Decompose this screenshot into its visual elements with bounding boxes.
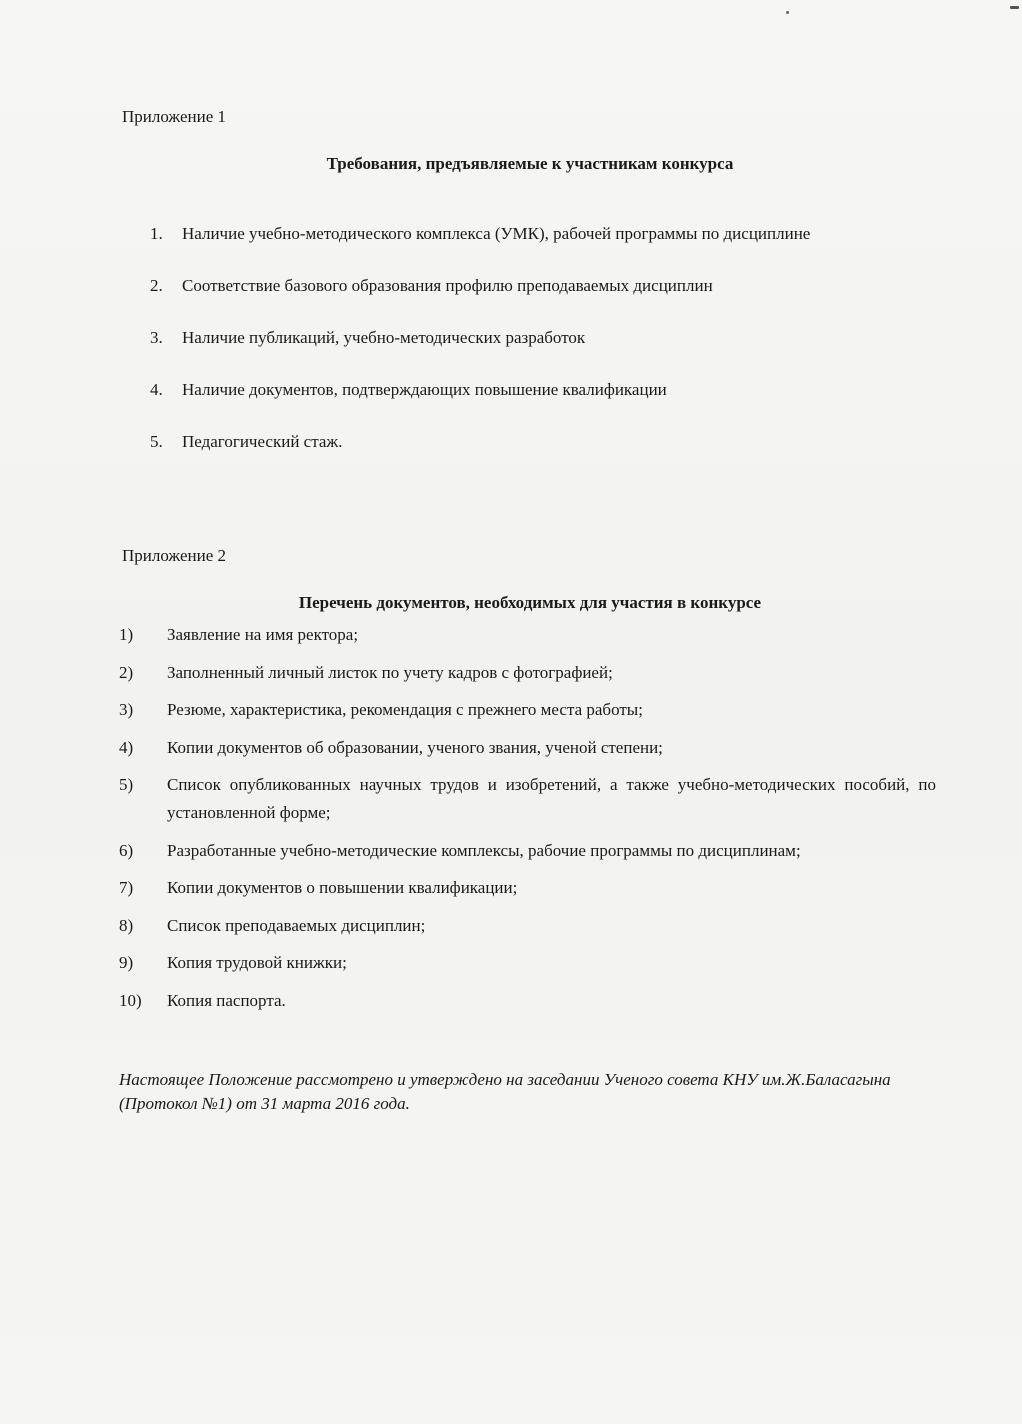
list-item-text: Резюме, характеристика, рекомендация с прежнего места работы; (167, 700, 643, 719)
list-item (150, 378, 810, 430)
list-item-number: 3. (150, 328, 163, 347)
list-item (119, 949, 936, 977)
requirements-list (150, 222, 810, 482)
list-item-number: 4. (150, 380, 163, 399)
scan-mark (1010, 6, 1019, 9)
list-item (119, 987, 936, 1015)
list-item-number: 4) (119, 737, 134, 757)
closing-statement: Настоящее Положение рассмотрено и утверждено на заседании Ученого совета КНУ им.Ж.Баласагына (Протокол №1) от 31 марта 2016 года. (119, 1070, 891, 1113)
list-item-text: Заполненный личный листок по учету кадров с фотографией; (167, 662, 613, 682)
list-item-text: Наличие документов, подтверждающих повышение квалификации (182, 380, 667, 399)
list-item-text: Наличие публикаций, учебно-методических разработок (182, 328, 586, 347)
list-item (119, 771, 936, 827)
list-item (150, 430, 810, 482)
list-item (119, 837, 936, 865)
list-item-text: Соответствие базового образования профилю преподаваемых дисциплин (182, 276, 713, 295)
list-item (119, 621, 936, 649)
scan-dot (786, 11, 789, 14)
list-item-text: Копии документов об образовании, ученого звания, ученой степени; (167, 737, 663, 757)
list-item-number: 6) (119, 840, 134, 860)
list-item (119, 874, 936, 902)
list-item (150, 222, 810, 274)
list-item-number: 1) (119, 625, 134, 644)
list-item-number: 3) (119, 700, 134, 719)
list-item-number: 2) (119, 662, 134, 682)
documents-list (119, 621, 936, 1024)
list-item-number: 8) (119, 915, 134, 935)
list-item-text: Копии документов о повышении квалификации; (167, 878, 518, 897)
list-item (119, 734, 936, 762)
list-item-text: Наличие учебно-методического комплекса (УМК), рабочей программы по дисциплине (182, 224, 811, 243)
appendix-1-label: Приложение 1 (122, 107, 226, 126)
list-item-number: 2. (150, 276, 163, 295)
list-item-number: 10) (119, 990, 142, 1010)
list-item-text: Копия паспорта. (167, 990, 286, 1010)
list-item-text: Заявление на имя ректора; (167, 625, 359, 644)
appendix-2-label: Приложение 2 (122, 546, 226, 565)
list-item-text: Список опубликованных научных трудов и изобретений, а также учебно-методических пособий, по установленной форме; (167, 775, 936, 822)
list-item-number: 5. (150, 432, 163, 451)
list-item (119, 912, 936, 940)
list-item-number: 1. (150, 224, 163, 243)
list-item-number: 5) (119, 775, 134, 794)
list-item (119, 696, 936, 724)
list-item-number: 9) (119, 953, 134, 972)
appendix-2-title: Перечень документов, необходимых для участия в конкурсе (298, 593, 762, 612)
list-item-text: Список преподаваемых дисциплин; (167, 915, 426, 935)
list-item-number: 7) (119, 878, 134, 897)
list-item-text: Копия трудовой книжки; (167, 953, 347, 972)
list-item (119, 659, 936, 687)
list-item-text: Разработанные учебно-методические комплексы, рабочие программы по дисциплинам; (167, 840, 801, 860)
appendix-1-title: Требования, предъявляемые к участникам конкурса (326, 154, 734, 173)
list-item (150, 274, 810, 326)
list-item-text: Педагогический стаж. (182, 432, 343, 451)
list-item (150, 326, 810, 378)
